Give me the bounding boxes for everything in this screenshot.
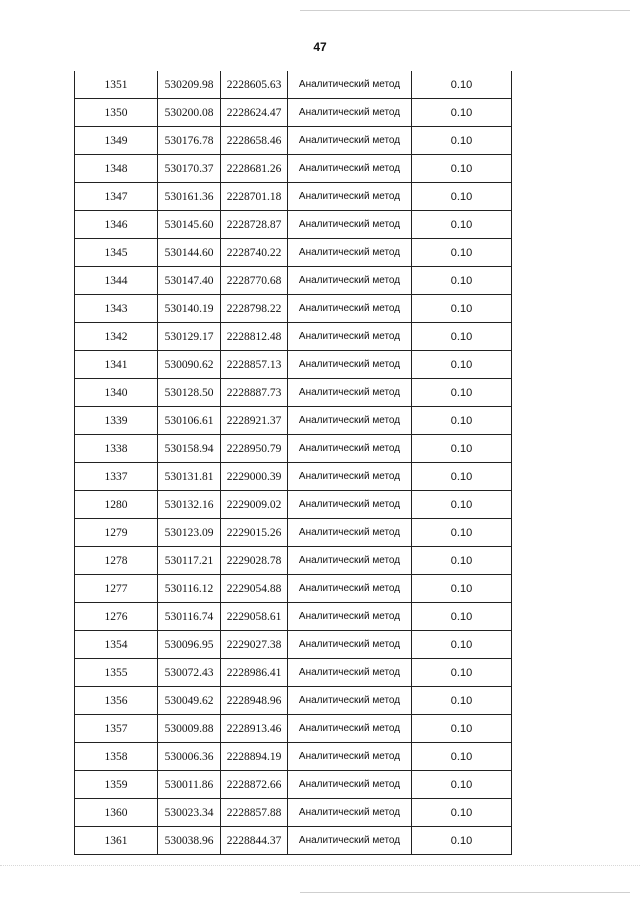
cell-accuracy: 0.10	[412, 351, 512, 379]
table-row	[75, 99, 512, 127]
cell-accuracy: 0.10	[412, 127, 512, 155]
cell-y-coordinate: 2229000.39	[221, 463, 288, 491]
coordinates-table	[74, 71, 512, 855]
cell-y-coordinate: 2228740.22	[221, 239, 288, 267]
table-row	[75, 743, 512, 771]
table-row	[75, 575, 512, 603]
cell-x-coordinate: 530128.50	[158, 379, 221, 407]
cell-point-number: 1340	[75, 379, 158, 407]
cell-point-number: 1354	[75, 631, 158, 659]
cell-y-coordinate: 2228681.26	[221, 155, 288, 183]
cell-y-coordinate: 2228658.46	[221, 127, 288, 155]
cell-method: Аналитический метод	[288, 827, 412, 855]
table-row	[75, 491, 512, 519]
cell-point-number: 1347	[75, 183, 158, 211]
cell-accuracy: 0.10	[412, 547, 512, 575]
cell-point-number: 1339	[75, 407, 158, 435]
table-row	[75, 631, 512, 659]
cell-y-coordinate: 2228798.22	[221, 295, 288, 323]
cell-accuracy: 0.10	[412, 99, 512, 127]
cell-y-coordinate: 2228894.19	[221, 743, 288, 771]
cell-x-coordinate: 530038.96	[158, 827, 221, 855]
cell-accuracy: 0.10	[412, 659, 512, 687]
table-row	[75, 379, 512, 407]
cell-point-number: 1355	[75, 659, 158, 687]
cell-accuracy: 0.10	[412, 323, 512, 351]
cell-accuracy: 0.10	[412, 407, 512, 435]
cell-x-coordinate: 530090.62	[158, 351, 221, 379]
cell-point-number: 1341	[75, 351, 158, 379]
table-row	[75, 603, 512, 631]
cell-method: Аналитический метод	[288, 491, 412, 519]
cell-point-number: 1356	[75, 687, 158, 715]
cell-method: Аналитический метод	[288, 379, 412, 407]
cell-y-coordinate: 2228770.68	[221, 267, 288, 295]
bottom-rule	[300, 892, 630, 893]
cell-method: Аналитический метод	[288, 183, 412, 211]
cell-method: Аналитический метод	[288, 323, 412, 351]
cell-point-number: 1338	[75, 435, 158, 463]
cell-point-number: 1279	[75, 519, 158, 547]
cell-point-number: 1359	[75, 771, 158, 799]
cell-method: Аналитический метод	[288, 575, 412, 603]
cell-method: Аналитический метод	[288, 603, 412, 631]
cell-accuracy: 0.10	[412, 799, 512, 827]
table-row	[75, 407, 512, 435]
scan-noise-line	[0, 865, 640, 872]
table-row	[75, 71, 512, 99]
table-row	[75, 435, 512, 463]
cell-accuracy: 0.10	[412, 827, 512, 855]
table-row	[75, 687, 512, 715]
cell-x-coordinate: 530072.43	[158, 659, 221, 687]
cell-y-coordinate: 2228913.46	[221, 715, 288, 743]
cell-x-coordinate: 530106.61	[158, 407, 221, 435]
cell-x-coordinate: 530147.40	[158, 267, 221, 295]
cell-point-number: 1346	[75, 211, 158, 239]
cell-point-number: 1345	[75, 239, 158, 267]
cell-method: Аналитический метод	[288, 687, 412, 715]
cell-y-coordinate: 2228605.63	[221, 71, 288, 99]
cell-point-number: 1342	[75, 323, 158, 351]
table-row	[75, 799, 512, 827]
cell-accuracy: 0.10	[412, 631, 512, 659]
cell-method: Аналитический метод	[288, 799, 412, 827]
cell-x-coordinate: 530009.88	[158, 715, 221, 743]
cell-y-coordinate: 2229058.61	[221, 603, 288, 631]
cell-x-coordinate: 530170.37	[158, 155, 221, 183]
cell-y-coordinate: 2228887.73	[221, 379, 288, 407]
cell-accuracy: 0.10	[412, 491, 512, 519]
cell-accuracy: 0.10	[412, 239, 512, 267]
cell-point-number: 1337	[75, 463, 158, 491]
cell-method: Аналитический метод	[288, 295, 412, 323]
cell-point-number: 1277	[75, 575, 158, 603]
cell-point-number: 1276	[75, 603, 158, 631]
cell-y-coordinate: 2228950.79	[221, 435, 288, 463]
cell-x-coordinate: 530096.95	[158, 631, 221, 659]
cell-x-coordinate: 530116.74	[158, 603, 221, 631]
cell-x-coordinate: 530011.86	[158, 771, 221, 799]
cell-y-coordinate: 2228986.41	[221, 659, 288, 687]
cell-point-number: 1350	[75, 99, 158, 127]
page-number: 47	[313, 40, 327, 54]
cell-y-coordinate: 2229027.38	[221, 631, 288, 659]
cell-method: Аналитический метод	[288, 659, 412, 687]
cell-x-coordinate: 530129.17	[158, 323, 221, 351]
cell-point-number: 1360	[75, 799, 158, 827]
cell-x-coordinate: 530123.09	[158, 519, 221, 547]
cell-y-coordinate: 2229009.02	[221, 491, 288, 519]
cell-method: Аналитический метод	[288, 267, 412, 295]
cell-y-coordinate: 2229015.26	[221, 519, 288, 547]
cell-method: Аналитический метод	[288, 463, 412, 491]
table-row	[75, 155, 512, 183]
cell-method: Аналитический метод	[288, 743, 412, 771]
table-row	[75, 183, 512, 211]
table-row	[75, 267, 512, 295]
cell-accuracy: 0.10	[412, 155, 512, 183]
table-row	[75, 239, 512, 267]
cell-y-coordinate: 2228844.37	[221, 827, 288, 855]
cell-point-number: 1343	[75, 295, 158, 323]
cell-x-coordinate: 530049.62	[158, 687, 221, 715]
cell-y-coordinate: 2228857.13	[221, 351, 288, 379]
cell-method: Аналитический метод	[288, 771, 412, 799]
cell-y-coordinate: 2229054.88	[221, 575, 288, 603]
cell-method: Аналитический метод	[288, 155, 412, 183]
cell-accuracy: 0.10	[412, 435, 512, 463]
cell-method: Аналитический метод	[288, 351, 412, 379]
cell-point-number: 1348	[75, 155, 158, 183]
top-rule	[300, 10, 630, 11]
cell-accuracy: 0.10	[412, 771, 512, 799]
table-row	[75, 519, 512, 547]
cell-method: Аналитический метод	[288, 715, 412, 743]
table-row	[75, 127, 512, 155]
table-row	[75, 463, 512, 491]
cell-method: Аналитический метод	[288, 239, 412, 267]
cell-method: Аналитический метод	[288, 71, 412, 99]
cell-accuracy: 0.10	[412, 519, 512, 547]
cell-x-coordinate: 530140.19	[158, 295, 221, 323]
cell-point-number: 1280	[75, 491, 158, 519]
cell-accuracy: 0.10	[412, 211, 512, 239]
cell-y-coordinate: 2228812.48	[221, 323, 288, 351]
cell-point-number: 1278	[75, 547, 158, 575]
cell-x-coordinate: 530117.21	[158, 547, 221, 575]
cell-x-coordinate: 530200.08	[158, 99, 221, 127]
cell-y-coordinate: 2228624.47	[221, 99, 288, 127]
table-row	[75, 323, 512, 351]
cell-accuracy: 0.10	[412, 715, 512, 743]
cell-y-coordinate: 2228948.96	[221, 687, 288, 715]
table-row	[75, 827, 512, 855]
table-row	[75, 351, 512, 379]
cell-x-coordinate: 530131.81	[158, 463, 221, 491]
table-row	[75, 295, 512, 323]
cell-point-number: 1357	[75, 715, 158, 743]
cell-accuracy: 0.10	[412, 183, 512, 211]
cell-y-coordinate: 2228872.66	[221, 771, 288, 799]
cell-x-coordinate: 530158.94	[158, 435, 221, 463]
cell-y-coordinate: 2228921.37	[221, 407, 288, 435]
cell-x-coordinate: 530144.60	[158, 239, 221, 267]
cell-accuracy: 0.10	[412, 575, 512, 603]
cell-accuracy: 0.10	[412, 71, 512, 99]
cell-accuracy: 0.10	[412, 463, 512, 491]
cell-y-coordinate: 2228728.87	[221, 211, 288, 239]
cell-x-coordinate: 530006.36	[158, 743, 221, 771]
cell-method: Аналитический метод	[288, 435, 412, 463]
table-row	[75, 715, 512, 743]
cell-method: Аналитический метод	[288, 547, 412, 575]
cell-x-coordinate: 530023.34	[158, 799, 221, 827]
cell-y-coordinate: 2229028.78	[221, 547, 288, 575]
cell-x-coordinate: 530132.16	[158, 491, 221, 519]
cell-point-number: 1351	[75, 71, 158, 99]
cell-point-number: 1358	[75, 743, 158, 771]
cell-accuracy: 0.10	[412, 267, 512, 295]
cell-x-coordinate: 530161.36	[158, 183, 221, 211]
cell-accuracy: 0.10	[412, 603, 512, 631]
table-row	[75, 771, 512, 799]
cell-y-coordinate: 2228701.18	[221, 183, 288, 211]
cell-x-coordinate: 530176.78	[158, 127, 221, 155]
cell-x-coordinate: 530145.60	[158, 211, 221, 239]
cell-point-number: 1349	[75, 127, 158, 155]
cell-method: Аналитический метод	[288, 631, 412, 659]
cell-point-number: 1344	[75, 267, 158, 295]
cell-x-coordinate: 530209.98	[158, 71, 221, 99]
cell-method: Аналитический метод	[288, 127, 412, 155]
cell-accuracy: 0.10	[412, 295, 512, 323]
table-row	[75, 659, 512, 687]
table-row	[75, 211, 512, 239]
cell-accuracy: 0.10	[412, 743, 512, 771]
cell-method: Аналитический метод	[288, 519, 412, 547]
cell-x-coordinate: 530116.12	[158, 575, 221, 603]
cell-accuracy: 0.10	[412, 687, 512, 715]
cell-y-coordinate: 2228857.88	[221, 799, 288, 827]
cell-accuracy: 0.10	[412, 379, 512, 407]
coordinates-table-body	[75, 71, 512, 855]
cell-method: Аналитический метод	[288, 211, 412, 239]
cell-method: Аналитический метод	[288, 99, 412, 127]
cell-point-number: 1361	[75, 827, 158, 855]
table-row	[75, 547, 512, 575]
cell-method: Аналитический метод	[288, 407, 412, 435]
